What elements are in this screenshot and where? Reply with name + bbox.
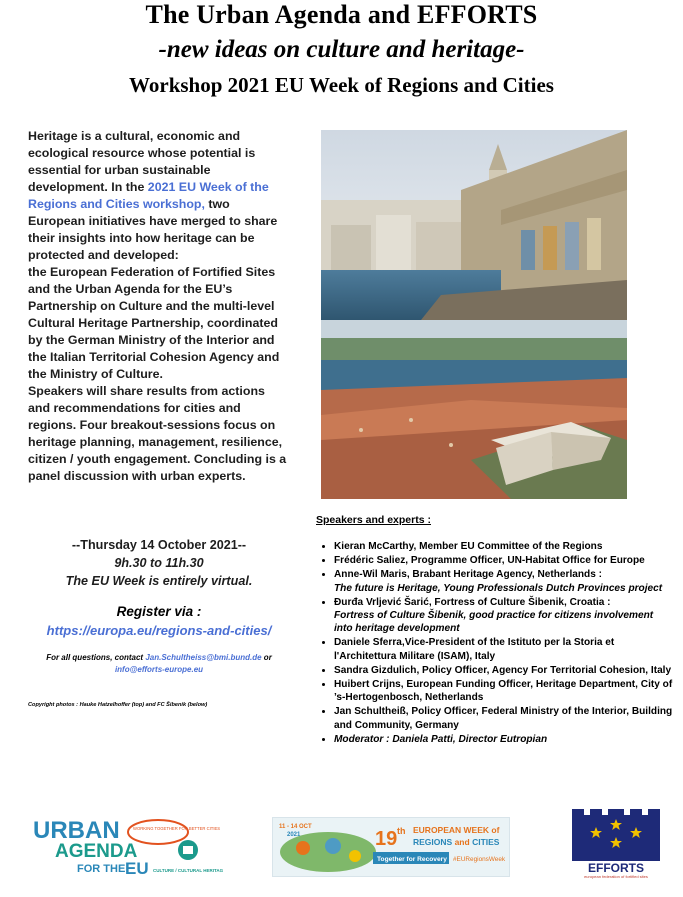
- speaker-name: Daniele Sferra,Vice-President of the Istituto per la Storia et l'Architettura Militare (ISAM), Italy: [334, 637, 615, 662]
- speaker-name: Huibert Crijns, European Funding Officer, Heritage Department, City of ’s-Hertogenbosch, Netherlands: [334, 679, 673, 704]
- speaker-name: Đurđa Vrljević Šarić, Fortress of Culture Šibenik, Croatia :: [334, 596, 611, 608]
- eu-week-tagline: Together for Recovery: [377, 856, 447, 863]
- speaker-item: [334, 568, 674, 594]
- speaker-item: [334, 733, 674, 746]
- svg-text:REGIONS and CITIES: [413, 837, 500, 847]
- urban-agenda-word-agenda: AGENDA: [55, 841, 138, 862]
- speaker-topic: • Moderator : Daniela Patti, Director Eutropian: [334, 733, 548, 745]
- intro-text-1: Heritage is a cultural, economic and ecological resource whose potential is essential for urban sustainable development. In the: [28, 129, 256, 194]
- contact-or: or: [261, 653, 272, 662]
- register-link[interactable]: https://europa.eu/regions-and-cities/: [46, 623, 272, 638]
- event-date: --Thursday 14 October 2021--: [71, 538, 247, 552]
- speaker-item: [334, 540, 674, 553]
- speakers-list: [316, 540, 674, 747]
- efforts-tagline: european federation of fortified sites: [584, 874, 648, 879]
- contact-email-1[interactable]: Jan.Schultheiss@bmi.bund.de: [145, 653, 262, 662]
- urban-agenda-partnership: CULTURE / CULTURAL HERITAGE: [153, 868, 223, 873]
- speaker-name: Sandra Gizdulich, Policy Officer, Agency For Territorial Cohesion, Italy: [334, 664, 672, 676]
- eu-week-ordinal: 19: [375, 828, 398, 850]
- eu-week-year: 2021: [287, 832, 301, 838]
- urban-agenda-tagline: WORKING TOGETHER FOR BETTER CITIES: [133, 826, 221, 831]
- urban-agenda-word-urban: URBAN: [33, 817, 120, 844]
- contact-info: [28, 652, 290, 676]
- urban-agenda-word-eu: EU: [125, 859, 149, 876]
- speaker-name: Kieran McCarthy, Member EU Committee of the Regions: [334, 541, 603, 552]
- efforts-name: EFFORTS: [588, 861, 644, 875]
- speaker-item: [334, 664, 674, 677]
- eu-week-logo: [272, 817, 510, 877]
- intro-paragraph: [28, 128, 290, 485]
- speakers-heading: Speakers and experts :: [316, 514, 431, 526]
- eu-week-ordinal-suffix: th: [397, 826, 406, 836]
- intro-text-4: Speakers will share results from actions and recommendations for cities and regions. Four breakout-sessions focus on heritage planning, management, resilience, citizen / youth engagement. Concluding is a panel discussion with urban experts.: [28, 384, 287, 483]
- intro-text-2: two European initiatives have merged to share their insights into how heritage can be protected and developed:: [28, 197, 278, 262]
- speaker-name: Jan Schultheiß, Policy Officer, Federal Ministry of the Interior, Building and Community, Germany: [334, 706, 673, 731]
- speaker-name: Anne-Wil Maris, Brabant Heritage Agency, Netherlands :: [334, 569, 603, 581]
- speaker-topic: Fortress of Culture Šibenik, good practice for citizens involvement into heritage development: [334, 610, 654, 635]
- workshop-heading: Workshop 2021 EU Week of Regions and Cities: [129, 73, 554, 97]
- eu-week-regions: REGIONS: [413, 837, 453, 847]
- speaker-topic: The future is Heritage, Young Professionals Dutch Provinces project: [334, 582, 663, 594]
- urban-agenda-word-for-the: FOR THE: [77, 863, 126, 875]
- speaker-item: [334, 678, 674, 704]
- page-subtitle: -new ideas on culture and heritage-: [158, 36, 525, 63]
- contact-prefix: For all questions, contact: [46, 653, 146, 662]
- speaker-item: [334, 596, 674, 636]
- event-time: 9h.30 to 11h.30: [114, 556, 204, 570]
- photo-sibenik-fortress: [321, 320, 627, 499]
- urban-agenda-logo: [33, 814, 223, 876]
- event-info: [28, 536, 290, 590]
- eu-week-cities: CITIES: [472, 837, 500, 847]
- eu-week-hashtag: #EURegionsWeek: [453, 856, 506, 863]
- register-heading: Register via :: [116, 604, 202, 619]
- event-virtual-note: The EU Week is entirely virtual.: [65, 574, 253, 588]
- eu-week-dates: 11 - 14 OCT: [279, 824, 312, 830]
- eu-week-title-line1: EUROPEAN WEEK of: [413, 825, 500, 835]
- speaker-item: [334, 554, 674, 567]
- photo-harbour-town: [321, 130, 627, 320]
- page-title: The Urban Agenda and EFFORTS: [145, 0, 538, 29]
- eu-week-and: and: [454, 837, 470, 847]
- speaker-name: Frédéric Saliez, Programme Officer, UN-Habitat Office for Europe: [334, 555, 645, 567]
- photo-copyright: Copyright photos : Hauke Hatzelhoffer (top) and FC Šibenik (below): [28, 702, 208, 708]
- efforts-logo: [570, 805, 662, 879]
- contact-email-2[interactable]: info@efforts-europe.eu: [114, 665, 204, 674]
- workshop-link[interactable]: 2021 EU Week of the Regions and Cities workshop,: [28, 180, 269, 211]
- speaker-item: [334, 636, 674, 662]
- speaker-item: [334, 705, 674, 731]
- intro-text-3: the European Federation of Fortified Sites and the Urban Agenda for the EU’s Partnership on Culture and the multi-level Cultural Heritage Partnership, coordinated by the German Ministry of the Interior and the Italian Territorial Cohesion Agency and the Ministry of Culture.: [28, 265, 280, 381]
